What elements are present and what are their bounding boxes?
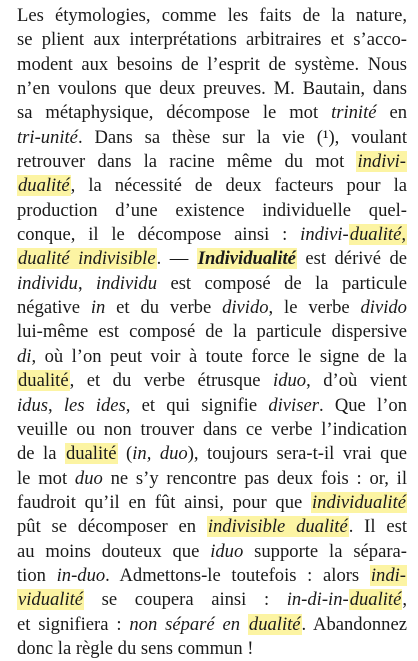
text-line [17,320,407,344]
text-line [17,28,407,52]
text-line [17,150,407,174]
text-run: Les étymologies, comme les faits de la nature, [17,5,407,26]
text-run: , d’où vient [306,370,407,392]
highlighted-word: dualité indivisible [18,248,156,270]
text-run: . Que l’on [318,394,407,416]
text-run: trinité [331,102,377,124]
text-run: au moins douteux que [17,540,211,562]
text-run: , [48,394,64,416]
text-line [17,418,407,442]
text-line [17,588,407,612]
text-run: , [402,589,407,611]
text-run: n’en voulons que deux preuves. M. Bautain, dans [17,78,407,100]
text-line [17,442,407,466]
text-run: individu [96,272,157,294]
text-run: est dérivé de [296,248,407,270]
text-run: . Il est [348,516,407,538]
text-run: iduo [210,540,244,562]
text-run: modent aux besoins de l’esprit de système. Nous [17,53,407,75]
text-run: , où l’on peut voir à toute force le signe de la [31,345,407,367]
text-line [17,126,407,150]
text-run: , le verbe [268,297,361,319]
text-run: di [17,345,32,367]
text-run: ), toujours sera-t-il vrai que [187,443,408,465]
text-run: , [77,272,97,294]
text-run: . Admettons-le toutefois : alors [105,564,370,586]
highlighted-word: Individualité [197,248,296,270]
text-run: ( [117,443,133,465]
text-run: production d’une existence individuelle quel- [17,199,407,221]
paragraph [17,4,407,661]
text-line [17,637,407,661]
text-run: in [90,297,106,319]
text-run: et signifiera : [17,613,130,635]
text-line [17,101,407,125]
text-run: iduo [273,370,307,392]
text-run: veuille ou non trouver dans ce verbe l’indication [17,418,407,440]
text-run: , et qui signifie [125,394,269,416]
text-run: lui-même est composé de la particule dispersive [17,321,407,343]
highlighted-word: dualité, [349,224,406,246]
text-run: sa métaphysique, décompose le mot [17,102,332,124]
text-line [17,467,407,491]
text-run: in, duo [132,443,188,465]
text-line [17,515,407,539]
text-line [17,223,407,247]
text-line [17,491,407,515]
text-line [17,394,407,418]
text-line [17,564,407,588]
highlighted-word: dualité [18,370,69,392]
highlighted-word: indivisible dualité [207,516,348,538]
text-run: supporte la sépara- [243,540,407,562]
text-run: est composé de la particule [157,272,407,294]
text-line [17,272,407,296]
text-run: tri-unité [17,126,78,148]
text-line [17,613,407,637]
text-line [17,199,407,223]
highlighted-word: dualité [18,175,70,197]
highlighted-word: vidualité [18,589,84,611]
text-run: . Abandonnez [301,613,407,635]
text-line [17,345,407,369]
text-line [17,369,407,393]
text-run: indivi- [300,224,349,246]
text-run: les ides [63,394,126,416]
text-run: se plient aux interprétations arbitraires et s’acco- [17,29,407,51]
text-line [17,4,407,28]
text-run: individu [17,272,78,294]
highlighted-word: indivi- [357,151,406,173]
text-run: de la [17,443,65,465]
text-run: , la nécessité de deux facteurs pour la [70,175,407,197]
text-run: se coupera ainsi : [84,589,287,611]
text-run: in-duo [56,564,106,586]
highlighted-word: individualité [312,491,406,513]
text-run: duo [74,467,103,489]
text-run: ¹ [322,126,329,148]
text-run: retrouver dans la racine même du mot [17,151,357,173]
text-run: . — [156,248,197,270]
text-run: divido [222,297,269,319]
text-run: . Dans sa thèse sur la vie ( [77,126,323,148]
text-line [17,540,407,564]
text-run: divido [360,297,407,319]
text-run: in-di-in- [286,589,349,611]
text-run: , et du verbe étrusque [69,370,274,392]
text-line [17,296,407,320]
text-run: faudroit qu’il en fût ainsi, pour que [17,491,311,513]
text-run: négative [17,297,91,319]
text-line [17,77,407,101]
highlighted-word: dualité [349,589,402,611]
text-line [17,247,407,271]
highlighted-word: dualité [248,613,301,635]
highlighted-word: indi- [370,564,406,586]
text-run: idus [17,394,48,416]
highlighted-word: dualité [65,443,117,465]
text-line [17,53,407,77]
text-run: non séparé en [129,613,248,635]
text-run: ), voulant [328,126,407,148]
text-run: donc la règle du sens commun ! [17,637,254,659]
text-run: tion [17,564,57,586]
text-run: conque, il le décompose ainsi : [17,224,301,246]
text-run: diviser [268,394,319,416]
text-run: pût se décomposer en [17,516,207,538]
text-run: le mot [17,467,75,489]
text-run: ne s’y rencontre pas deux fois : or, il [102,467,407,489]
text-line [17,174,407,198]
text-run: et du verbe [105,297,223,319]
text-run: en [376,102,407,124]
